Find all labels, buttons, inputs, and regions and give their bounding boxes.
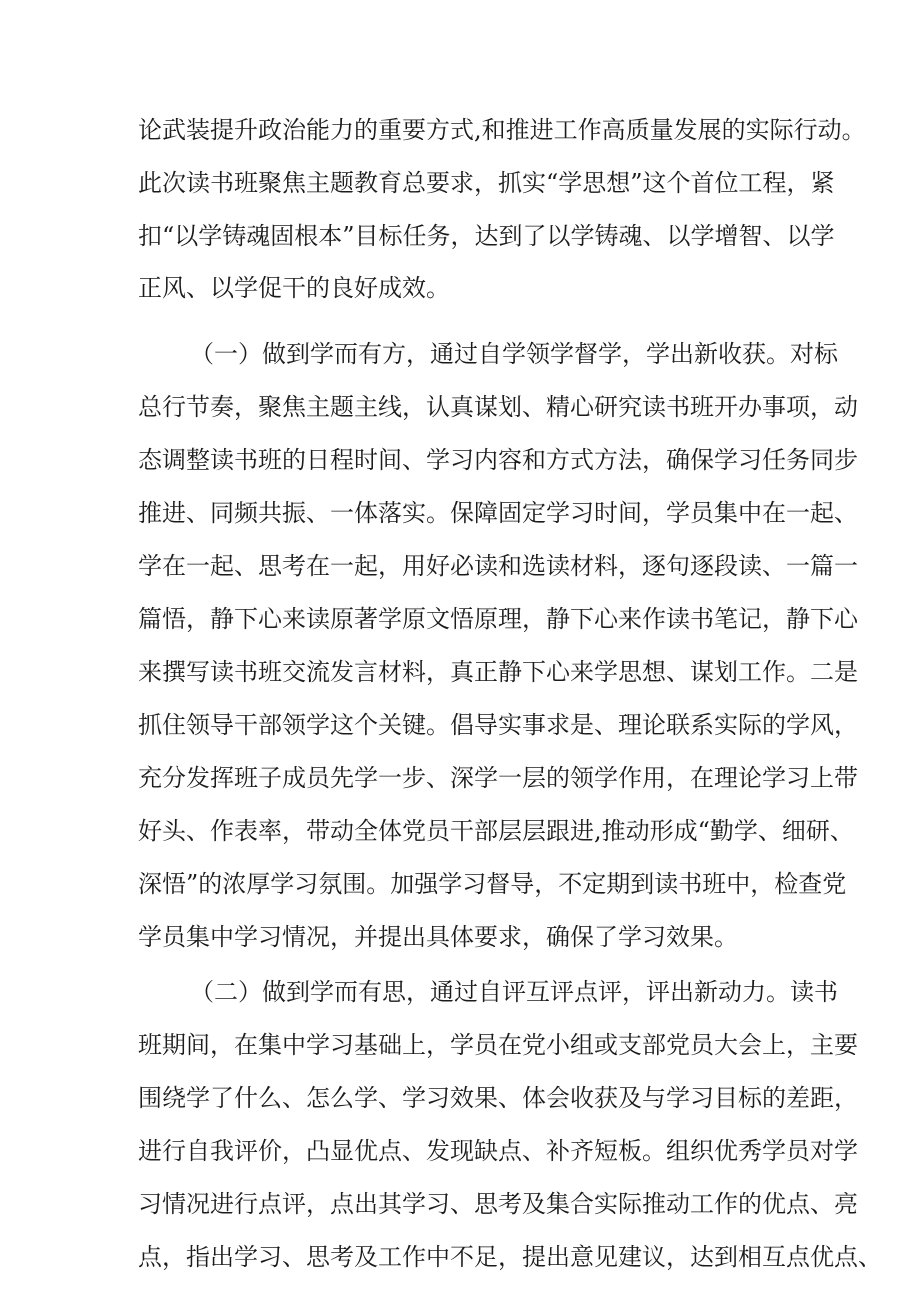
paragraph-2-line-11: 深悟”的浓厚学习氛围。加强学习督导，不定期到读书班中，检查党 [138, 870, 847, 898]
paragraph-3-line-3: 围绕学了什么、怎么学、学习效果、体会收获及与学习目标的差距， [138, 1084, 858, 1112]
paragraph-2-line-7: 来撰写读书班交流发言材料，真正静下心来学思想、谋划工作。二是 [138, 658, 858, 686]
paragraph-3-line-6: 点，指出学习、思考及工作中不足，提出意见建议，达到相互点优点、 [138, 1243, 882, 1271]
paragraph-3-line-2: 班期间，在集中学习基础上，学员在党小组或支部党员大会上，主要 [138, 1031, 858, 1059]
paragraph-1-line-4: 正风、以学促干的良好成效。 [138, 274, 450, 302]
paragraph-2-line-8: 抓住领导干部领学这个关键。倡导实事求是、理论联系实际的学风， [138, 711, 858, 739]
paragraph-2-line-1: （一）做到学而有方，通过自学领学督学，学出新收获。对标 [190, 340, 838, 368]
paragraph-2-line-9: 充分发挥班子成员先学一步、深学一层的领学作用，在理论学习上带 [138, 764, 858, 792]
paragraph-2-line-2: 总行节奏，聚焦主题主线，认真谋划、精心研究读书班开办事项，动 [138, 393, 858, 421]
paragraph-2-line-3: 态调整读书班的日程时间、学习内容和方式方法，确保学习任务同步 [138, 446, 858, 474]
paragraph-3-line-4: 进行自我评价，凸显优点、发现缺点、补齐短板。组织优秀学员对学 [138, 1137, 858, 1165]
paragraph-2-line-12: 学员集中学习情况，并提出具体要求，确保了学习效果。 [138, 923, 738, 951]
paragraph-2-line-6: 篇悟，静下心来读原著学原文悟原理，静下心来作读书笔记，静下心 [138, 605, 858, 633]
paragraph-2-line-5: 学在一起、思考在一起，用好必读和选读材料，逐句逐段读、一篇一 [138, 552, 858, 580]
paragraph-1-line-3: 扣“以学铸魂固根本”目标任务，达到了以学铸魂、以学增智、以学 [138, 222, 835, 250]
paragraph-2-line-4: 推进、同频共振、一体落实。保障固定学习时间，学员集中在一起、 [138, 499, 858, 527]
paragraph-3-line-1: （二）做到学而有思，通过自评互评点评，评出新动力。读书 [190, 978, 838, 1006]
paragraph-1-line-2: 此次读书班聚焦主题教育总要求，抓实“学思想”这个首位工程，紧 [138, 169, 835, 197]
paragraph-2-line-10: 好头、作表率，带动全体党员干部层层跟进,推动形成“勤学、细研、 [138, 817, 854, 845]
paragraph-1-line-1: 论武装提升政治能力的重要方式,和推进工作高质量发展的实际行动。 [138, 116, 866, 144]
paragraph-3-line-5: 习情况进行点评，点出其学习、思考及集合实际推动工作的优点、亮 [138, 1190, 858, 1218]
